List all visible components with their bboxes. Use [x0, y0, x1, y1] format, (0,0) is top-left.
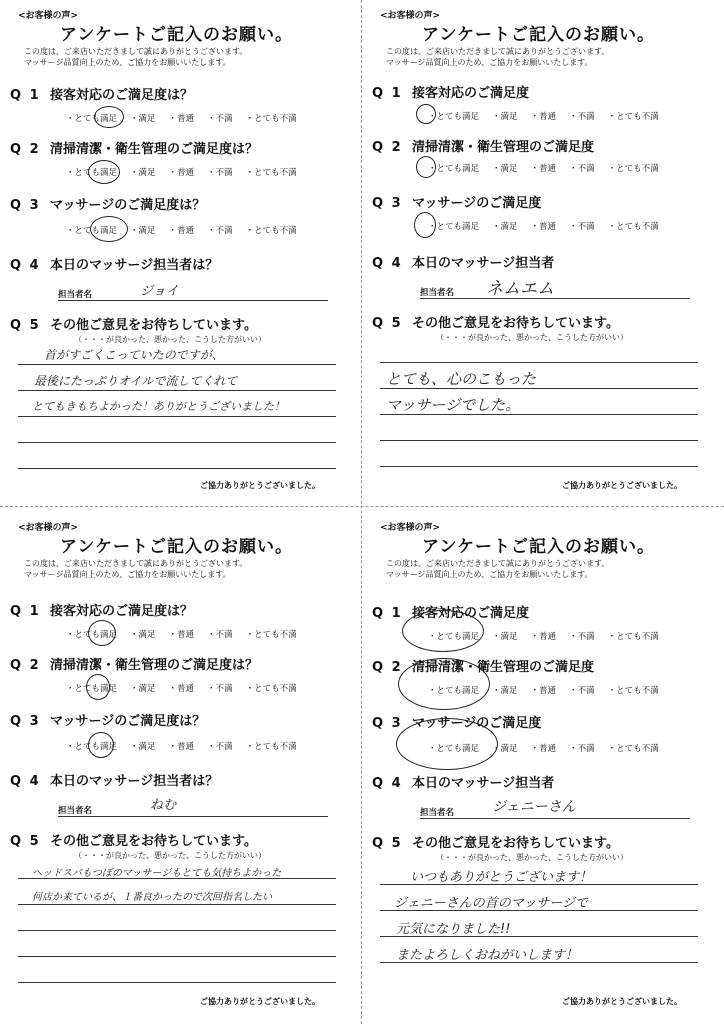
q2-options: ・とても満足 ・満足 ・普通 ・不満 ・とても不満	[428, 686, 659, 696]
comment-line-2: マッサージでした。	[386, 396, 521, 414]
question-2: Q 2 清掃清潔・衛生管理のご満足度は？	[10, 658, 259, 673]
q5-hint: （・・・が良かった、悪かった、こうした方がいい）	[74, 335, 266, 344]
question-3: Q 3 マッサージのご満足度	[372, 196, 542, 211]
answer-circle	[398, 658, 490, 710]
q2-options: ・とても満足 ・満足 ・普通 ・不満 ・とても不満	[66, 168, 297, 178]
answer-circle	[402, 610, 484, 652]
staff-line	[420, 818, 690, 819]
staff-line	[420, 298, 690, 299]
answer-circle	[86, 674, 110, 700]
question-4: Q 4 本日のマッサージ担当者は？	[10, 258, 219, 273]
thanks-note: ご協力ありがとうございました。	[200, 997, 320, 1006]
thanks-note: ご協力ありがとうございました。	[562, 997, 682, 1006]
staff-name-handwritten: ジョイ	[140, 284, 179, 299]
staff-label: 担当者名	[58, 290, 93, 300]
comment-line-3: 元気になりました!!	[396, 922, 511, 937]
comment-rule	[18, 390, 336, 391]
comment-rule	[18, 416, 336, 417]
staff-label: 担当者名	[420, 288, 455, 298]
q1-options: ・とても満足 ・満足 ・普通 ・不満 ・とても不満	[428, 632, 659, 642]
horizontal-cut-line	[0, 506, 724, 507]
survey-sheet-1	[4, 2, 356, 502]
question-1: Q 1 接客対応のご満足度は？	[10, 604, 194, 619]
comment-line-2: 何店か来ているが、１番良かったので次回指名したい	[32, 892, 272, 903]
answer-circle	[94, 106, 124, 128]
sheet-title: アンケートご記入のお願い。	[422, 537, 655, 557]
comment-rule	[380, 936, 698, 937]
comment-rule	[18, 364, 336, 365]
comment-line-2: 最後にたっぷりオイルで流してくれて	[34, 374, 238, 388]
voice-header: <お客様の声>	[380, 11, 441, 21]
question-1: Q 1 接客対応のご満足度は？	[10, 88, 194, 103]
question-5: Q 5 その他ご意見をお待ちしています。	[372, 316, 619, 331]
q3-options: ・とても満足 ・満足 ・普通 ・不満 ・とても不満	[66, 742, 297, 752]
survey-sheet-4	[366, 514, 718, 1014]
intro-text: この度は、ご来店いただきまして誠にありがとうございます。 マッサージ品質向上のため、ご協力をお願いいたします。	[24, 47, 248, 67]
q5-hint: （・・・が良かった、悪かった、こうした方がいい）	[436, 853, 628, 862]
q1-options: ・とても満足 ・満足 ・普通 ・不満 ・とても不満	[66, 114, 297, 124]
question-3: Q 3 マッサージのご満足度	[372, 716, 542, 731]
staff-name-handwritten: ネムエム	[486, 279, 554, 299]
question-5: Q 5 その他ご意見をお待ちしています。	[10, 318, 257, 333]
question-4: Q 4 本日のマッサージ担当者	[372, 776, 555, 791]
vertical-cut-line	[361, 0, 362, 1024]
thanks-note: ご協力ありがとうございました。	[200, 481, 320, 490]
q2-options: ・とても満足 ・満足 ・普通 ・不満 ・とても不満	[428, 164, 659, 174]
comment-line-1: いつもありがとうございます！	[410, 870, 593, 885]
intro-text: この度は、ご来店いただきまして誠にありがとうございます。 マッサージ品質向上のため、ご協力をお願いいたします。	[386, 47, 610, 67]
comment-rule	[18, 442, 336, 443]
voice-header: <お客様の声>	[18, 11, 79, 21]
sheet-title: アンケートご記入のお願い。	[60, 25, 293, 45]
answer-circle	[414, 212, 436, 238]
question-1: Q 1 接客対応のご満足度	[372, 606, 530, 621]
comment-rule	[380, 362, 698, 363]
comment-rule	[380, 884, 698, 885]
q1-options: ・とても満足 ・満足 ・普通 ・不満 ・とても不満	[428, 112, 659, 122]
comment-rule	[18, 878, 336, 879]
staff-line	[58, 816, 328, 817]
comment-rule	[18, 904, 336, 905]
comment-rule	[18, 982, 336, 983]
comment-rule	[18, 930, 336, 931]
q5-hint: （・・・が良かった、悪かった、こうした方がいい）	[74, 851, 266, 860]
comment-line-1: 首がすごくこっていたのですが、	[44, 348, 224, 362]
staff-line	[58, 300, 328, 301]
q2-options: ・とても満足 ・満足 ・普通 ・不満 ・とても不満	[66, 684, 297, 694]
q3-options: ・とても満足 ・満足 ・普通 ・不満 ・とても不満	[428, 744, 659, 754]
survey-sheet-2	[366, 2, 718, 502]
question-2: Q 2 清掃清潔・衛生管理のご満足度	[372, 140, 595, 155]
answer-circle	[416, 156, 436, 178]
sheet-title: アンケートご記入のお願い。	[422, 25, 655, 45]
comment-rule	[380, 962, 698, 963]
survey-sheet-3	[4, 514, 356, 1014]
comment-rule	[380, 414, 698, 415]
staff-label: 担当者名	[58, 806, 93, 816]
staff-name-handwritten: ジェニーさん	[492, 799, 576, 815]
question-5: Q 5 その他ご意見をお待ちしています。	[10, 834, 257, 849]
question-1: Q 1 接客対応のご満足度	[372, 86, 530, 101]
answer-circle	[90, 216, 128, 242]
intro-text: この度は、ご来店いただきまして誠にありがとうございます。 マッサージ品質向上のため、ご協力をお願いいたします。	[386, 559, 610, 579]
comment-rule	[18, 956, 336, 957]
voice-header: <お客様の声>	[18, 523, 79, 533]
comment-rule	[380, 910, 698, 911]
answer-circle	[88, 160, 120, 184]
intro-text: この度は、ご来店いただきまして誠にありがとうございます。 マッサージ品質向上のため、ご協力をお願いいたします。	[24, 559, 248, 579]
sheet-title: アンケートご記入のお願い。	[60, 537, 293, 557]
thanks-note: ご協力ありがとうございました。	[562, 481, 682, 490]
comment-rule	[380, 440, 698, 441]
q5-hint: （・・・が良かった、悪かった、こうした方がいい）	[436, 333, 628, 342]
comment-line-4: またよろしくおねがいします！	[396, 948, 579, 963]
q3-options: ・とても満足 ・満足 ・普通 ・不満 ・とても不満	[428, 222, 659, 232]
question-4: Q 4 本日のマッサージ担当者は？	[10, 774, 219, 789]
answer-circle	[88, 732, 114, 758]
voice-header: <お客様の声>	[380, 523, 441, 533]
comment-line-1: ヘッドスパもつぼのマッサージもとても気持ちよかった	[32, 868, 282, 879]
comment-line-1: とても、心のこもった	[386, 370, 537, 388]
comment-line-3: とてもきもちよかった！ありがとうございました！	[32, 400, 285, 413]
question-2: Q 2 清掃清潔・衛生管理のご満足度は？	[10, 142, 259, 157]
q3-options: ・とても満足 ・満足 ・普通 ・不満 ・とても不満	[66, 226, 297, 236]
comment-rule	[380, 466, 698, 467]
staff-label: 担当者名	[420, 808, 455, 818]
question-3: Q 3 マッサージのご満足度は？	[10, 714, 206, 729]
question-4: Q 4 本日のマッサージ担当者	[372, 256, 555, 271]
answer-circle	[416, 104, 436, 124]
q1-options: ・とても満足 ・満足 ・普通 ・不満 ・とても不満	[66, 630, 297, 640]
comment-rule	[18, 468, 336, 469]
staff-name-handwritten: ねむ	[150, 798, 177, 813]
question-2: Q 2 清掃清潔・衛生管理のご満足度	[372, 660, 595, 675]
question-3: Q 3 マッサージのご満足度は？	[10, 198, 206, 213]
comment-line-2: ジェニーさんの首のマッサージで	[394, 896, 588, 911]
answer-circle	[88, 620, 116, 646]
comment-rule	[380, 388, 698, 389]
question-5: Q 5 その他ご意見をお待ちしています。	[372, 836, 619, 851]
answer-circle	[396, 718, 498, 770]
